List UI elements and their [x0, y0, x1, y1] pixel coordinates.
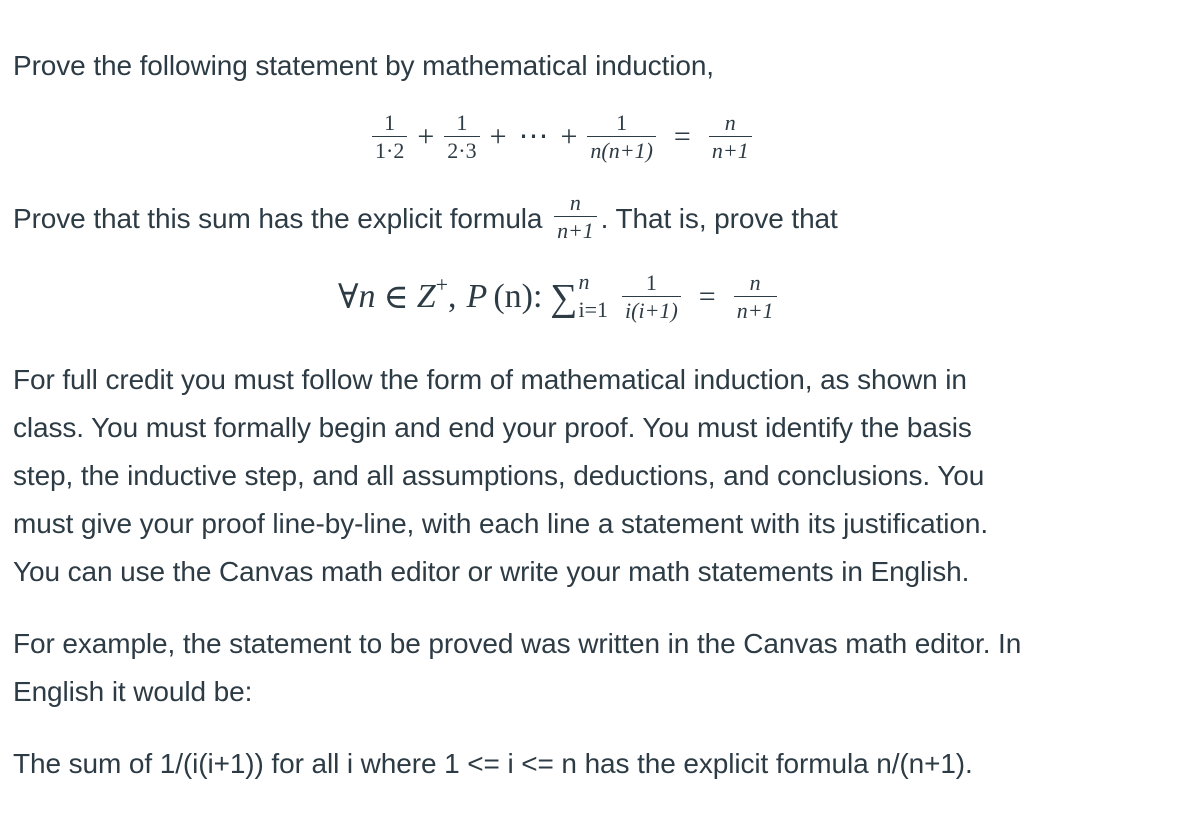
intro-text: Prove the following statement by mathematical induction, [13, 50, 714, 81]
equation-series [368, 112, 756, 162]
plus-sign: + [417, 120, 435, 153]
forall-symbol: ∀ [338, 279, 359, 316]
element-of-symbol: ∈ [383, 279, 409, 316]
fraction-rhs: $\frac{n}{n+1}$ [734, 272, 777, 322]
equals-sign: = [698, 280, 716, 313]
example-paragraph: For example, the statement to be proved was written in the Canvas math editor. In English it would be: [13, 628, 1022, 707]
sum-limits: n i=1 [578, 269, 609, 322]
fraction-term-n: $\frac{1}{n(n+1)}$ [587, 112, 656, 162]
inline-fraction: $\frac{n}{n+1}$ [550, 192, 601, 242]
explicit-formula-text: Prove that this sum has the explicit formula $\frac{n}{n+1}$ . That is, prove that [13, 189, 838, 243]
plus-sign: + [489, 120, 507, 153]
fraction-summand: $\frac{1}{i(i+1)}$ [622, 272, 681, 322]
plus-sign: + [560, 120, 578, 153]
equation-sum: ∀ n ∈ Z + , P (n): ∑ n i=1 $\frac{1}{i(i+1)}$ = $\frac{n}{n+1}$ [338, 272, 781, 322]
fraction-term-1: $\frac{1}{1\cdot 2}$ [372, 112, 407, 162]
fraction-term-2: $\frac{1}{2\cdot 3}$ [444, 112, 479, 162]
ellipsis: ⋯ [518, 120, 549, 153]
fraction-rhs: $\frac{n}{n+1}$ [709, 112, 752, 162]
english-statement: The sum of 1/(i(i+1)) for all i where 1 <= i <= n has the explicit formula n/(n+1). [13, 748, 973, 779]
credit-paragraph: For full credit you must follow the form of mathematical induction, as shown in class. You must formally begin and end your proof. You must identify the basis step, the inductive step, and all assumptions, deductions, and conclusions. You must give your proof line-by-line, with each line a statement with its justification. You can use the Canvas math editor or write your math statements in English. [13, 364, 989, 587]
sigma-symbol: ∑ [550, 277, 578, 319]
equals-sign: = [673, 120, 691, 153]
